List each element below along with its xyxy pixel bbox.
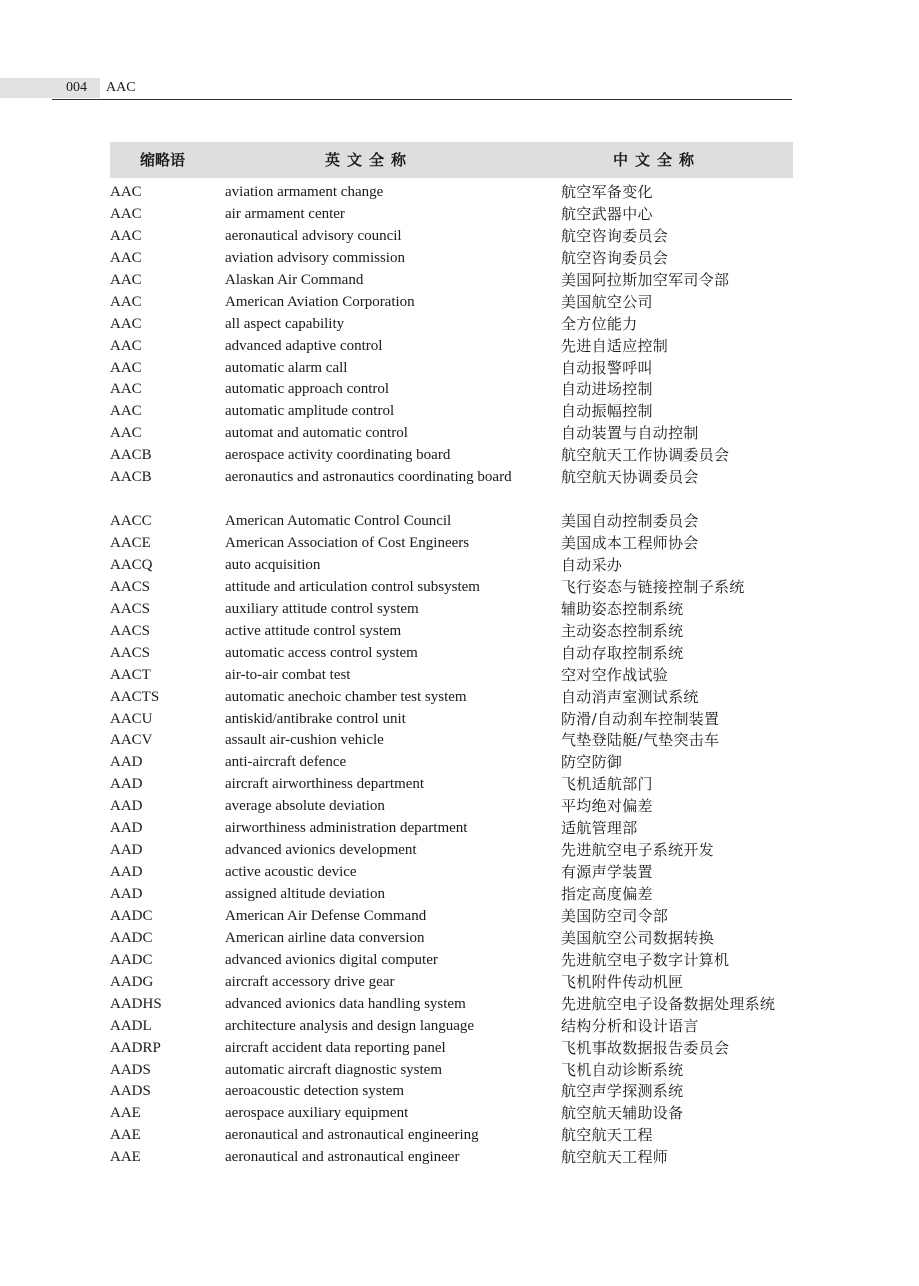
english-term-cell: aircraft accessory drive gear [225,973,395,990]
chinese-term-cell: 航空武器中心 [561,204,653,223]
chinese-term-cell: 航空咨询委员会 [561,248,669,267]
header-chinese-name: 中文全称 [613,151,702,169]
chinese-term-cell: 航空航天工作协调委员会 [561,446,730,465]
table-row [110,599,800,621]
abbreviation-cell: AAC [110,249,142,266]
abbreviation-cell: AACV [110,732,153,749]
table-header [110,142,793,178]
table-row [110,511,800,533]
english-term-cell: aeronautical and astronautical engineering [225,1127,479,1144]
table-row [110,577,800,599]
abbreviation-cell: AADG [110,973,154,990]
abbreviation-cell: AAD [110,776,143,793]
table-row [110,796,800,818]
english-term-cell: assault air-cushion vehicle [225,732,384,749]
table-row [110,906,800,928]
chinese-term-cell: 适航管理部 [561,819,638,838]
abbreviation-cell: AAC [110,205,142,222]
chinese-term-cell: 辅助姿态控制系统 [561,599,684,618]
english-term-cell: active acoustic device [225,864,357,881]
english-term-cell: anti-aircraft defence [225,754,347,771]
english-term-cell: American Association of Cost Engineers [225,535,470,552]
chinese-term-cell: 结构分析和设计语言 [561,1016,699,1035]
chinese-term-cell: 航空咨询委员会 [561,226,669,245]
chinese-term-cell: 防滑/自动刹车控制装置 [561,709,720,728]
table-row [110,533,800,555]
header-abbreviation: 缩略语 [140,151,186,169]
english-term-cell: advanced avionics development [225,842,417,859]
chinese-term-cell: 自动装置与自动控制 [561,424,699,443]
chinese-term-cell: 航空航天辅助设备 [561,1104,684,1123]
table-row [110,248,800,270]
table-row [110,292,800,314]
table-row [110,621,800,643]
abbreviation-cell: AAD [110,820,143,837]
english-term-cell: aeronautical advisory council [225,227,402,244]
english-term-cell: automatic approach control [225,381,390,398]
table-row [110,1081,800,1103]
english-term-cell: automatic aircraft diagnostic system [225,1061,443,1078]
table-row [110,182,800,204]
english-term-cell: American Aviation Corporation [225,293,415,310]
abbreviation-cell: AAE [110,1105,141,1122]
chinese-term-cell: 自动消声室测试系统 [561,687,699,706]
abbreviation-cell: AACS [110,578,151,595]
chinese-term-cell: 航空航天协调委员会 [561,468,699,487]
english-term-cell: architecture analysis and design language [225,1017,475,1034]
english-term-cell: aeronautics and astronautics coordinating board [225,469,512,486]
table-row [110,862,800,884]
abbreviation-cell: AADC [110,951,153,968]
chinese-term-cell: 美国阿拉斯加空军司令部 [561,270,730,289]
chinese-term-cell: 主动姿态控制系统 [561,621,684,640]
english-term-cell: American airline data conversion [225,929,425,946]
abbreviation-cell: AAE [110,1149,141,1166]
table-row [110,270,800,292]
chinese-term-cell: 自动进场控制 [561,380,653,399]
abbreviation-cell: AADRP [110,1039,161,1056]
table-row [110,884,800,906]
english-term-cell: Alaskan Air Command [225,271,364,288]
glossary-table [110,182,800,1169]
abbreviation-cell: AACC [110,513,152,530]
table-row [110,665,800,687]
chinese-term-cell: 平均绝对偏差 [561,797,653,816]
table-row [110,752,800,774]
table-row [110,928,800,950]
table-row [110,336,800,358]
abbreviation-cell: AADL [110,1017,152,1034]
english-term-cell: air-to-air combat test [225,666,351,683]
table-row [110,730,800,752]
table-row [110,401,800,423]
abbreviation-cell: AADS [110,1083,151,1100]
english-term-cell: airworthiness administration department [225,820,468,837]
chinese-term-cell: 先进航空电子数字计算机 [561,950,730,969]
english-term-cell: advanced avionics digital computer [225,951,438,968]
table-row [110,818,800,840]
english-term-cell: aviation armament change [225,184,384,200]
table-row [110,379,800,401]
english-term-cell: advanced avionics data handling system [225,995,466,1012]
english-term-cell: automat and automatic control [225,425,408,442]
table-row [110,226,800,248]
chinese-term-cell: 防空防御 [561,753,623,772]
abbreviation-cell: AACE [110,535,151,552]
abbreviation-cell: AAC [110,403,142,420]
table-row [110,1147,800,1169]
english-term-cell: American Air Defense Command [225,907,427,924]
chinese-term-cell: 航空航天工程 [561,1126,653,1145]
english-term-cell: aircraft accident data reporting panel [225,1039,446,1056]
abbreviation-cell: AACTS [110,688,160,705]
abbreviation-cell: AAC [110,184,142,200]
abbreviation-cell: AADHS [110,995,162,1012]
english-term-cell: auxiliary attitude control system [225,600,419,617]
abbreviation-cell: AAC [110,359,142,376]
table-row [110,423,800,445]
chinese-term-cell: 美国自动控制委员会 [561,512,699,531]
table-row [110,1125,800,1147]
abbreviation-cell: AADC [110,929,153,946]
table-row [110,1038,800,1060]
chinese-term-cell: 美国成本工程师协会 [561,534,699,553]
chinese-term-cell: 美国防空司令部 [561,906,669,925]
abbreviation-cell: AADC [110,907,153,924]
english-term-cell: antiskid/antibrake control unit [225,710,406,727]
table-row [110,204,800,226]
chinese-term-cell: 飞机附件传动机匣 [561,972,684,991]
english-term-cell: automatic anechoic chamber test system [225,688,467,705]
chinese-term-cell: 飞行姿态与链接控制子系统 [561,577,745,596]
english-term-cell: automatic access control system [225,644,418,661]
table-row [110,994,800,1016]
page-number: 004 [66,80,87,95]
english-term-cell: air armament center [225,205,345,222]
abbreviation-cell: AACB [110,447,152,464]
abbreviation-cell: AAD [110,886,143,903]
header-english-name: 英文全称 [325,151,414,169]
chinese-term-cell: 美国航空公司 [561,292,653,311]
table-row [110,555,800,577]
table-row [110,445,800,467]
table-row [110,358,800,380]
chinese-term-cell: 先进航空电子设备数据处理系统 [561,994,776,1013]
english-term-cell: auto acquisition [225,556,321,573]
abbreviation-cell: AACB [110,469,152,486]
chinese-term-cell: 飞机自动诊断系统 [561,1060,684,1079]
abbreviation-cell: AAC [110,337,142,354]
chinese-term-cell: 航空航天工程师 [561,1148,669,1167]
abbreviation-cell: AACS [110,622,151,639]
chinese-term-cell: 指定高度偏差 [561,885,653,904]
table-row [110,467,800,511]
table-row [110,643,800,665]
abbreviation-cell: AAD [110,842,143,859]
abbreviation-cell: AACU [110,710,153,727]
chinese-term-cell: 美国航空公司数据转换 [561,928,715,947]
english-term-cell: American Automatic Control Council [225,513,452,530]
abbreviation-cell: AAD [110,864,143,881]
table-row [110,314,800,336]
chinese-term-cell: 自动报警呼叫 [561,358,653,377]
abbreviation-cell: AACQ [110,556,153,573]
chinese-term-cell: 先进航空电子系统开发 [561,841,715,860]
english-term-cell: aerospace auxiliary equipment [225,1105,409,1122]
chinese-term-cell: 气垫登陆艇/气垫突击车 [561,731,720,750]
chinese-term-cell: 自动存取控制系统 [561,643,684,662]
abbreviation-cell: AAC [110,227,142,244]
table-row [110,950,800,972]
table-row [110,774,800,796]
header-rule [52,99,792,100]
english-term-cell: active attitude control system [225,622,402,639]
english-term-cell: aeroacoustic detection system [225,1083,405,1100]
chinese-term-cell: 先进自适应控制 [561,336,669,355]
english-term-cell: aerospace activity coordinating board [225,447,451,464]
chinese-term-cell: 自动振幅控制 [561,402,653,421]
table-row [110,1016,800,1038]
abbreviation-cell: AACS [110,644,151,661]
table-row [110,1060,800,1082]
abbreviation-cell: AAE [110,1127,141,1144]
table-row [110,709,800,731]
chinese-term-cell: 有源声学装置 [561,863,653,882]
table-row [110,840,800,862]
abbreviation-cell: AADS [110,1061,151,1078]
english-term-cell: all aspect capability [225,315,345,332]
chinese-term-cell: 飞机事故数据报告委员会 [561,1038,730,1057]
table-row [110,1103,800,1125]
abbreviation-cell: AAC [110,381,142,398]
abbreviation-cell: AAC [110,315,142,332]
abbreviation-cell: AAD [110,754,143,771]
chinese-term-cell: 空对空作战试验 [561,665,669,684]
english-term-cell: advanced adaptive control [225,337,383,354]
running-head: AAC [106,80,136,95]
abbreviation-cell: AAC [110,425,142,442]
chinese-term-cell: 航空军备变化 [561,183,653,201]
abbreviation-cell: AAC [110,293,142,310]
chinese-term-cell: 全方位能力 [561,314,638,333]
english-term-cell: aircraft airworthiness department [225,776,425,793]
english-term-cell: assigned altitude deviation [225,886,385,903]
chinese-term-cell: 飞机适航部门 [561,775,653,794]
abbreviation-cell: AAD [110,798,143,815]
english-term-cell: attitude and articulation control subsystem [225,578,480,595]
english-term-cell: aeronautical and astronautical engineer [225,1149,460,1166]
abbreviation-cell: AACT [110,666,151,683]
english-term-cell: average absolute deviation [225,798,385,815]
table-row [110,972,800,994]
chinese-term-cell: 自动采办 [561,555,623,574]
english-term-cell: aviation advisory commission [225,249,405,266]
abbreviation-cell: AAC [110,271,142,288]
english-term-cell: automatic amplitude control [225,403,395,420]
english-term-cell: automatic alarm call [225,359,348,376]
abbreviation-cell: AACS [110,600,151,617]
table-row [110,687,800,709]
chinese-term-cell: 航空声学探测系统 [561,1082,684,1101]
